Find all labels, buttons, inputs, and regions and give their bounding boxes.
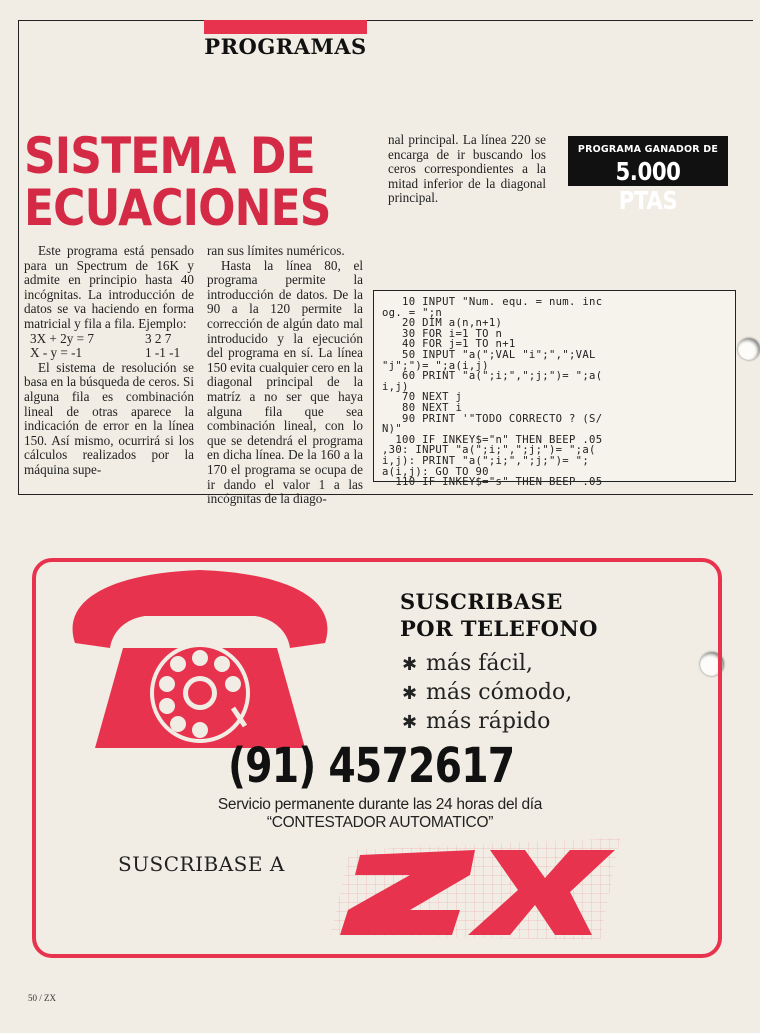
code-line: a(i,j): GO TO 90	[382, 465, 489, 478]
code-line: 60 PRINT "a(";i;",";j;")= ";a(	[382, 370, 603, 383]
list-item: ✱ más cómodo,	[402, 679, 572, 708]
code-line: 10 INPUT "Num. equ. = num. inc	[382, 296, 603, 308]
column2-paragraph: Hasta la línea 80, el programa permite la introducción de datos. De la 90 a la 120 permite la corrección de algún dato mal introducido y la ejecución del programa en sí. La línea 150 evita cualquier cero en la diagonal principal de la matríz a no ser que haya alguna fila que sea combinación lineal, con lo que se detendrá el programa en dicha línea. De la 160 a la 170 el programa se ocupa de ir dando el valor 1 a las incógnitas de la diago-	[207, 257, 363, 507]
text-column-3	[388, 133, 546, 206]
code-line: ,30: INPUT "a(";i;",";j;")= ";a(	[382, 444, 596, 457]
headline-line-1: SISTEMA DE	[24, 127, 315, 185]
ad-phone-number: (91) 4572617	[228, 738, 515, 794]
code-line: 100 IF INKEY$="n" THEN BEEP .05	[382, 433, 603, 446]
equation-1-matrix: 3 2 7	[145, 330, 172, 346]
column1-paragraph-1: Este programa está pensado para un Spectrum de 16K y admite en principio hasta 40 incógnitas. La introducción de datos se va haciendo en forma matricial y fila a fila. Ejemplo:	[24, 243, 194, 331]
telephone-icon	[55, 548, 345, 758]
code-line: i,j): PRINT "a(";i;",";j;")= ";	[382, 454, 590, 467]
equation-2-matrix: 1 -1 -1	[145, 345, 181, 361]
code-line: 80 NEXT i	[382, 401, 463, 414]
text-column-2	[207, 244, 363, 507]
list-item: ✱ más fácil,	[402, 650, 572, 679]
equation-1: 3X + 2y = 7	[30, 330, 94, 346]
column3-paragraph: nal principal. La línea 220 se encarga de ir buscando los ceros correspondientes a la mitad inferior de la diagonal principal.	[388, 132, 546, 206]
code-line: "j";")= ";a(i,j)	[382, 359, 489, 372]
code-line: og. = ";n	[382, 306, 443, 319]
code-line: 50 INPUT "a(";VAL "i";",";VAL	[382, 348, 596, 361]
code-line: 110 IF INKEY$="s" THEN BEEP .05	[382, 476, 603, 489]
column1-paragraph-2: El sistema de resolución se basa en la búsqueda de ceros. Si alguna fila es combinación lineal de otras aparece la indicación de error en la línea 150. Así mismo, ocurrirá si los cálculos realizados por la máquina supe-	[24, 359, 194, 477]
headline-line-2: ECUACIONES	[24, 179, 331, 237]
service-line-2: “CONTESTADOR AUTOMATICO”	[266, 814, 494, 831]
example-equation-2	[24, 346, 194, 361]
asterisk-icon: ✱	[402, 683, 418, 704]
article-headline	[24, 127, 331, 237]
service-line-1: Servicio permanente durante las 24 horas del día	[217, 796, 543, 813]
page-folio: 50 / ZX	[28, 993, 56, 1003]
code-line: N)"	[382, 423, 403, 436]
example-equation-1	[24, 332, 194, 347]
ad-heading-line-1: SUSCRIBASE	[400, 589, 563, 614]
asterisk-icon: ✱	[402, 654, 418, 675]
column2-continuation: ran sus límites numéricos.	[207, 243, 345, 258]
code-line: 40 FOR j=1 TO n+1	[382, 338, 516, 351]
ad-benefits-list	[402, 650, 572, 737]
code-line: 90 PRINT '"TODO CORRECTO ? (S/	[382, 412, 603, 425]
ad-heading-line-2: POR TELEFONO	[400, 616, 598, 641]
list-item: ✱ más rápido	[402, 708, 572, 737]
section-tab	[204, 20, 367, 34]
code-listing	[374, 291, 735, 488]
text-column-1	[24, 244, 194, 478]
punch-hole-icon	[738, 338, 760, 360]
ad-heading	[400, 588, 598, 642]
prize-badge-label: PROGRAMA GANADOR DE	[577, 144, 719, 155]
prize-badge-amount: 5.000 PTAS	[615, 157, 681, 215]
code-listing-box	[373, 290, 736, 489]
asterisk-icon: ✱	[402, 712, 418, 733]
code-line: 70 NEXT j	[382, 391, 463, 404]
ad-subscribe-label: SUSCRIBASE A	[118, 852, 285, 876]
section-header: PROGRAMAS	[204, 34, 367, 59]
zx-logo-icon	[330, 830, 630, 945]
equation-2: X - y = -1	[30, 345, 83, 361]
code-line: 20 DIM a(n,n+1)	[382, 317, 503, 330]
code-line: i,j)	[382, 380, 409, 393]
ad-service-text	[150, 796, 610, 832]
code-line: 30 FOR i=1 TO n	[382, 327, 503, 340]
